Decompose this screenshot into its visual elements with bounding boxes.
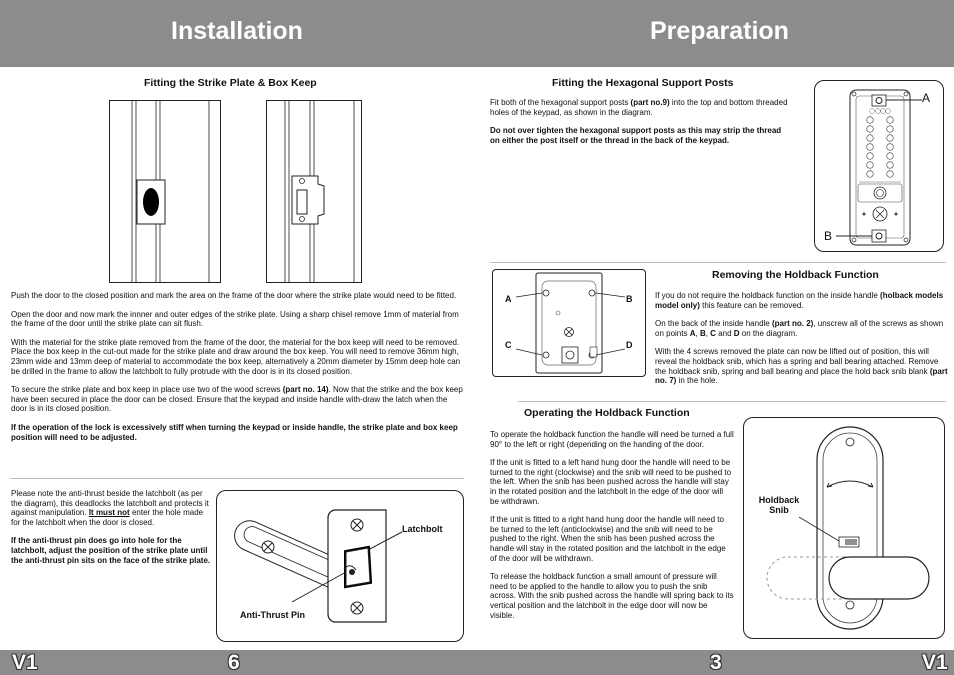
holback-models-note: (holback models model only): [655, 291, 944, 310]
door-frame-hole-diagram: [109, 100, 221, 283]
removing-paragraph-2-mid: , unscrew all of the screws as shown on points: [655, 319, 944, 338]
back-plate-diagram: [492, 269, 646, 377]
and-word: and: [715, 328, 734, 338]
removing-paragraph-3-end: in the hole.: [676, 376, 718, 386]
footer-page-number-right: 3: [710, 651, 722, 674]
anti-thrust-warning: If the anti-thrust pin does go into hole for the latchbolt, adjust the position of the strike plate until the anti-thrust pin sits on the face of the strike plate.: [11, 536, 211, 565]
strike-paragraph-3: With the material for the strike plate removed from the frame of the door, the material for the box keep will need to be removed. Place the box keep in the cut-out made for the strike plate and draw around the box keep. You will need to remove 36mm high, 23mm wide and 13mm deep of material to accommodate the box keep, alternatively a 20mm diameter by 15mm deep hole can be drilled in the frame to allow the latchbolt to fully protrude with the door is in its closed position.: [11, 337, 461, 376]
removing-paragraph-3: [655, 347, 951, 385]
anti-thrust-paragraph-1-start: Please note the anti-thrust beside the latchbolt (as per the diagram), this deadlocks the latchbolt and protects it against manipulation.: [11, 489, 209, 518]
footer-page-number-left: 6: [228, 651, 240, 674]
strike-paragraph-2: Open the door and now mark the innner and outer edges of the strike plate. Using a sharp chisel remove 1mm of material from the frame of the door until the strike plate can sit flush.: [11, 309, 459, 329]
operating-paragraph-4: To release the holdback function a small amount of pressure will need to be applied to the handle to allow you to push the snib across. With the snib pushed across the handle will spring back to its vertical position and the latchbolt in the edge door will now be visible.: [490, 572, 734, 620]
support-posts-paragraph-1-end: into the top and bottom threaded holes of the keypad, as shown in the diagram.: [490, 98, 788, 117]
operating-paragraph-1: To operate the holdback function the handle will need be turned a full 90° to the left or right (depending on the handing of the door.: [490, 430, 734, 449]
part-no-2: (part no. 2): [771, 319, 814, 329]
support-posts-paragraph-1: [490, 98, 788, 117]
part-no-9: (part no.9): [630, 98, 670, 107]
handle-diagram: [743, 417, 945, 639]
keypad-diagram: [814, 80, 944, 252]
section-divider-left: [10, 478, 464, 479]
operating-holdback-instructions: [490, 430, 734, 620]
section-divider-right-2: [518, 401, 946, 402]
anti-thrust-pin-label: Anti-Thrust Pin: [240, 610, 305, 620]
support-posts-warning: Do not over tighten the hexagonal support posts as this may strip the thread on either the post itself or the thread in the back of the keypad.: [490, 126, 782, 145]
footer-version-right: V1: [922, 651, 948, 674]
part-no-7: (part no. 7): [655, 366, 948, 386]
screw-point-d-label: D: [626, 340, 633, 350]
point-b-ref: B: [699, 328, 706, 338]
strike-plate-instructions: [11, 291, 463, 442]
strike-paragraph-4: [11, 385, 463, 414]
page-title-installation: Installation: [171, 17, 303, 45]
holdback-snib-label: [756, 495, 802, 515]
footer-version-left: V1: [12, 651, 38, 674]
snib-word: Snib: [769, 505, 789, 515]
strike-paragraph-4-end: . Now that the strike and the box keep have been secured in place the door can be closed. Ensure that the keypad and inside handle with-draw the latch when the door is in its closed position.: [11, 385, 463, 414]
part-no-14: (part no. 14): [282, 385, 329, 395]
anti-thrust-paragraph-1-end: enter the hole made for the latchbolt when the door is closed.: [11, 508, 204, 527]
strike-paragraph-4-start: To secure the strike plate and box keep in place use two of the wood screws: [11, 385, 283, 395]
section-divider-right-1: [490, 262, 946, 263]
point-b-label: B: [824, 229, 833, 243]
page-title-preparation: Preparation: [650, 17, 789, 45]
strike-plate-heading: Fitting the Strike Plate & Box Keep: [144, 77, 317, 89]
removing-paragraph-2: [655, 319, 951, 338]
screw-point-b-label: B: [626, 294, 633, 304]
anti-thrust-instructions: [11, 489, 211, 565]
anti-thrust-paragraph-1: [11, 489, 211, 527]
support-posts-heading: Fitting the Hexagonal Support Posts: [552, 77, 734, 89]
must-not-emphasis: It must not: [88, 508, 130, 518]
removing-paragraph-2-start: On the back of the inside handle: [655, 319, 772, 329]
strike-paragraph-1: Push the door to the closed position and mark the area on the frame of the door where the strike plate would need to be fitted.: [11, 291, 457, 300]
latchbolt-label: Latchbolt: [402, 524, 443, 534]
footer-band: [0, 650, 954, 675]
removing-holdback-heading: Removing the Holdback Function: [712, 269, 879, 281]
point-a-label: A: [922, 91, 931, 105]
support-posts-instructions: [490, 98, 788, 145]
point-c-ref: C: [710, 328, 716, 338]
point-d-ref: D: [733, 328, 740, 338]
screw-point-a-label: A: [505, 294, 512, 304]
operating-paragraph-2: If the unit is fitted to a left hand hung door the handle will need to be turned to the right (clockwise) and the snib will need to be pushed to the left. When the snib has been pushed across the handle will stay in the rotated position and the latchbolt in the edge of the door will be withdrawn.: [490, 458, 732, 506]
door-frame-strike-plate-diagram: [266, 100, 362, 283]
operating-holdback-heading: Operating the Holdback Function: [524, 407, 690, 419]
strike-warning: If the operation of the lock is excessively stiff when turning the keypad or inside handle, the strike plate and box keep position will need to be adjusted.: [11, 422, 458, 442]
removing-holdback-instructions: [655, 291, 951, 386]
removing-paragraph-1-start: If you do not require the holdback function on the inside handle: [655, 291, 881, 300]
removing-paragraph-1-end: this feature can be removed.: [699, 300, 804, 310]
removing-paragraph-3-start: With the 4 screws removed the plate can now be lifted out of position, this will reveal the holdback snib, which has a spring and ball bearing attached. Remove the holdback snib, spring and ball bearing and place the hold back snib blank: [655, 347, 939, 376]
point-a-ref: A: [689, 328, 696, 338]
holdback-word: Holdback: [758, 495, 800, 505]
operating-paragraph-3: If the unit is fitted to a right hand hung door the handle will need to be turned to the left (anticlockwise) and the snib will need to be pushed to the right. When the snib has been pushed across the handle will stay in the rotated position and the latchbolt in the edge of the door will be withdrawn.: [490, 515, 726, 563]
header-band: [0, 0, 954, 67]
support-posts-paragraph-1-start: Fit both of the hexagonal support posts: [490, 98, 631, 107]
removing-paragraph-1: [655, 291, 951, 310]
sep-1: ,: [695, 328, 700, 338]
removing-paragraph-2-end: on the diagram.: [739, 328, 798, 338]
sep-2: ,: [705, 328, 711, 338]
screw-point-c-label: C: [505, 340, 512, 350]
